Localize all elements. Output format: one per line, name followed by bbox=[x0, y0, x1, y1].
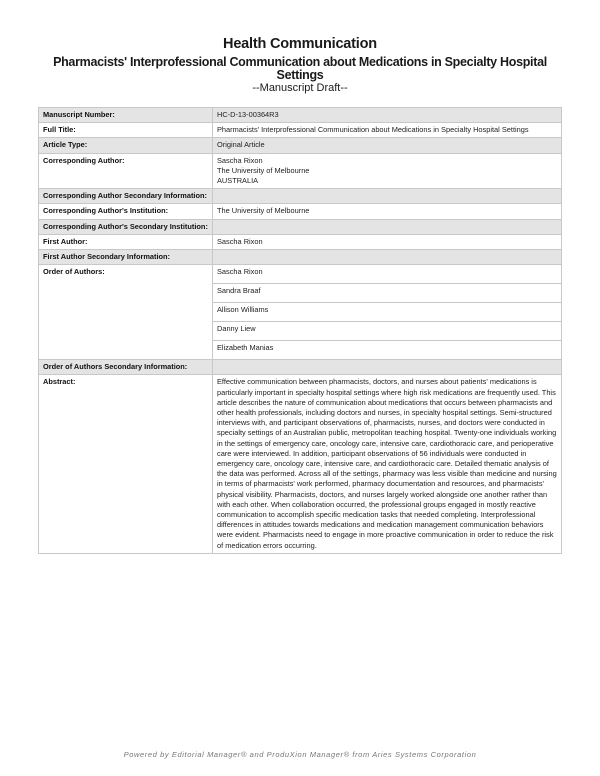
order-of-authors-secondary-value bbox=[213, 360, 562, 375]
author-1: Sascha Rixon bbox=[213, 265, 562, 284]
field-label: First Author Secondary Information: bbox=[39, 250, 213, 265]
corresponding-institution-value: The University of Melbourne bbox=[213, 204, 562, 219]
row-full-title bbox=[39, 123, 562, 138]
first-author-secondary-value bbox=[213, 250, 562, 265]
row-order-of-authors bbox=[39, 265, 562, 284]
field-label: First Author: bbox=[39, 234, 213, 249]
field-label: Order of Authors Secondary Information: bbox=[39, 360, 213, 375]
draft-label: --Manuscript Draft-- bbox=[252, 82, 348, 94]
row-first-author bbox=[39, 234, 562, 249]
field-label: Order of Authors: bbox=[39, 265, 213, 360]
row-article-type bbox=[39, 138, 562, 153]
abstract-text: Effective communication between pharmacists, doctors, and nurses about patients' medications is particularly important in specialty hospital settings where high risk medications are frequently used. This article describes the nature of communication about medications that occurs between pharmacists and other health professionals, including doctors and nurses, in specialty hospital settings. Semi-structured interviews with, and participant observations of, pharmacists, nurses, and doctors were conducted in specialty settings of an Australian public, metropolitan teaching hospital. Twenty-one individuals working in the settings of emergency care, oncology care, intensive care, cardiothoracic care, and perioperative care were interviewed. In addition, participant observations of 56 individuals were conducted in emergency care, oncology care, intensive care, and cardiothoracic care. Detailed thematic analysis of the data was performed. Across all of the settings, pharmacy was less visible than medicine and nursing in terms of pharmacists' work performed, pharmacy documentation and resources, and pharmacists' physical visibility. Pharmacists, doctors, and nurses largely worked alongside one another rather than with each other. When collaboration occurred, the professional groups engaged in mostly reactive communication to accomplish specific medication tasks that needed completing. Interprofessional differences in attitudes towards medications and medication management communication behaviors were evident. Pharmacists need to engage in more proactive communication in order to reduce the risk of medication errors occurring. bbox=[213, 375, 562, 553]
document-header bbox=[0, 36, 600, 95]
field-label: Corresponding Author's Institution: bbox=[39, 204, 213, 219]
corresponding-author-country: AUSTRALIA bbox=[217, 176, 259, 186]
corresponding-author-secondary-value bbox=[213, 189, 562, 204]
field-label: Corresponding Author Secondary Information: bbox=[39, 189, 213, 204]
corresponding-institution-secondary-value bbox=[213, 219, 562, 234]
manuscript-info-table bbox=[38, 107, 562, 554]
corresponding-author-name: Sascha Rixon bbox=[217, 155, 263, 165]
row-abstract bbox=[39, 375, 562, 553]
full-title-value: Pharmacists' Interprofessional Communication about Medications in Specialty Hospital Settings bbox=[213, 123, 562, 138]
field-label: Article Type: bbox=[39, 138, 213, 153]
field-label: Abstract: bbox=[39, 375, 213, 553]
row-manuscript-number bbox=[39, 108, 562, 123]
first-author-value: Sascha Rixon bbox=[213, 234, 562, 249]
field-label: Full Title: bbox=[39, 123, 213, 138]
corresponding-author-value bbox=[213, 153, 562, 189]
manuscript-number-value: HC-D-13-00364R3 bbox=[213, 108, 562, 123]
article-type-value: Original Article bbox=[213, 138, 562, 153]
field-label: Manuscript Number: bbox=[39, 108, 213, 123]
corresponding-author-institution: The University of Melbourne bbox=[217, 165, 310, 175]
row-corresponding-author bbox=[39, 153, 562, 189]
row-corresponding-institution-secondary bbox=[39, 219, 562, 234]
article-title: Pharmacists' Interprofessional Communication about Medications in Specialty Hospital Settings bbox=[53, 55, 547, 82]
row-corresponding-institution bbox=[39, 204, 562, 219]
field-label: Corresponding Author: bbox=[39, 153, 213, 189]
journal-title: Health Communication bbox=[223, 36, 377, 52]
footer-credit: Powered by Editorial Manager® and ProduXion Manager® from Aries Systems Corporation bbox=[123, 750, 477, 759]
author-5: Elizabeth Manias bbox=[213, 341, 562, 360]
row-corresponding-author-secondary bbox=[39, 189, 562, 204]
author-4: Danny Liew bbox=[213, 322, 562, 341]
row-order-of-authors-secondary bbox=[39, 360, 562, 375]
field-label: Corresponding Author's Secondary Institution: bbox=[39, 219, 213, 234]
row-first-author-secondary bbox=[39, 250, 562, 265]
author-3: Allison Williams bbox=[213, 303, 562, 322]
author-2: Sandra Braaf bbox=[213, 284, 562, 303]
